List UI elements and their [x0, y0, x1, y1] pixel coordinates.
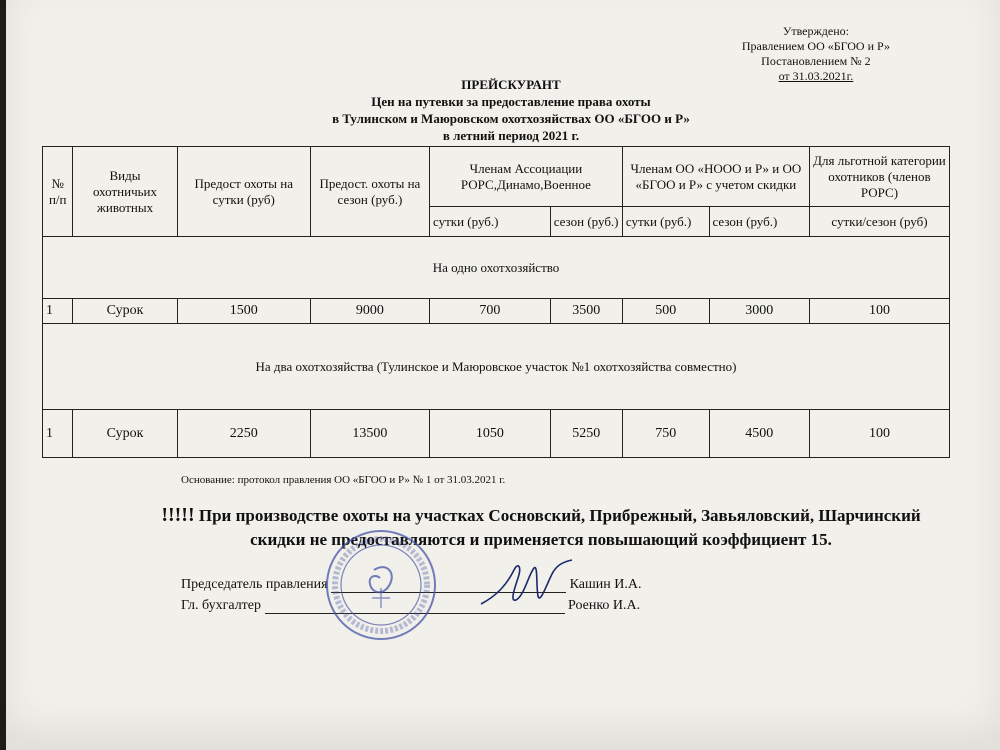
accountant-role: Гл. бухгалтер	[181, 598, 262, 613]
document-heading	[236, 76, 786, 144]
header-species: Виды охотничьих животных	[73, 147, 177, 237]
row2-members-season: 4500	[709, 410, 809, 458]
row2-assoc-season: 5250	[550, 410, 622, 458]
row1-per-season: 9000	[310, 299, 429, 324]
row2-num: 1	[43, 410, 73, 458]
approval-line4: от 31.03.2021г.	[778, 69, 854, 83]
heading-line3: в Тулинском и Маюровском охотхозяйствах ОО «БГОО и Р»	[332, 111, 690, 126]
header-num: № п/п	[43, 147, 73, 237]
handwritten-signature	[476, 556, 586, 612]
row1-members-day: 500	[622, 299, 709, 324]
row2-species: Сурок	[73, 410, 177, 458]
approval-line3: Постановлением № 2	[761, 54, 871, 68]
section-row	[43, 324, 950, 410]
row1-privileged: 100	[809, 299, 949, 324]
row2-members-day: 750	[622, 410, 709, 458]
warning-marks: !!!!!	[161, 504, 195, 526]
table-row	[43, 410, 950, 458]
chairman-role: Председатель правления	[181, 577, 328, 592]
row2-per-season: 13500	[310, 410, 429, 458]
basis-note: Основание: протокол правления ОО «БГОО и Р» № 1 от 31.03.2021 г.	[181, 474, 506, 486]
header-association: Членам Ассоциации РОРС,Динамо,Военное	[429, 147, 622, 207]
chairman-name: Кашин И.А.	[569, 577, 642, 592]
row2-assoc-day: 1050	[429, 410, 550, 458]
header-per-day: Предост охоты на сутки (руб)	[177, 147, 310, 237]
row1-per-day: 1500	[177, 299, 310, 324]
section1-title: На одно охотхозяйство	[43, 237, 950, 299]
approval-block	[742, 24, 890, 84]
row1-assoc-day: 700	[429, 299, 550, 324]
row1-assoc-season: 3500	[550, 299, 622, 324]
header-per-season: Предост. охоты на сезон (руб.)	[310, 147, 429, 237]
section2-title: На два охотхозяйства (Тулинское и Маюровское участок №1 охотхозяйства совместно)	[43, 324, 950, 410]
section-row	[43, 237, 950, 299]
subheader-assoc-day: сутки (руб.)	[429, 207, 550, 237]
subheader-members-season: сезон (руб.)	[709, 207, 809, 237]
approval-line2: Правлением ОО «БГОО и Р»	[741, 39, 890, 53]
warning-note	[136, 503, 946, 552]
heading-line4: в летний период 2021 г.	[442, 128, 580, 143]
subheader-members-day: сутки (руб.)	[622, 207, 709, 237]
row1-members-season: 3000	[709, 299, 809, 324]
accountant-name: Роенко И.А.	[568, 598, 641, 613]
row2-per-day: 2250	[177, 410, 310, 458]
approval-line1: Утверждено:	[782, 24, 849, 38]
document-sheet	[6, 0, 1000, 750]
price-table	[42, 146, 950, 458]
subheader-assoc-season: сезон (руб.)	[550, 207, 622, 237]
table-row	[43, 299, 950, 324]
warning-text: При производстве охоты на участках Сосновский, Прибрежный, Завьяловский, Шарчинский скидки не предоставляются и применяется повышающий коэффициент 15.	[194, 506, 921, 549]
header-privileged: Для льготной категории охотников (членов РОРС)	[809, 147, 949, 207]
organization-stamp	[324, 528, 438, 642]
row1-species: Сурок	[73, 299, 177, 324]
row1-num: 1	[43, 299, 73, 324]
header-row	[43, 147, 950, 207]
subheader-privileged: сутки/сезон (руб)	[809, 207, 949, 237]
document-title: ПРЕЙСКУРАНТ	[461, 77, 561, 92]
header-members: Членам ОО «НООО и Р» и ОО «БГОО и Р» с учетом скидки	[622, 147, 809, 207]
heading-line2: Цен на путевки за предоставление права охоты	[371, 94, 651, 109]
row2-privileged: 100	[809, 410, 949, 458]
